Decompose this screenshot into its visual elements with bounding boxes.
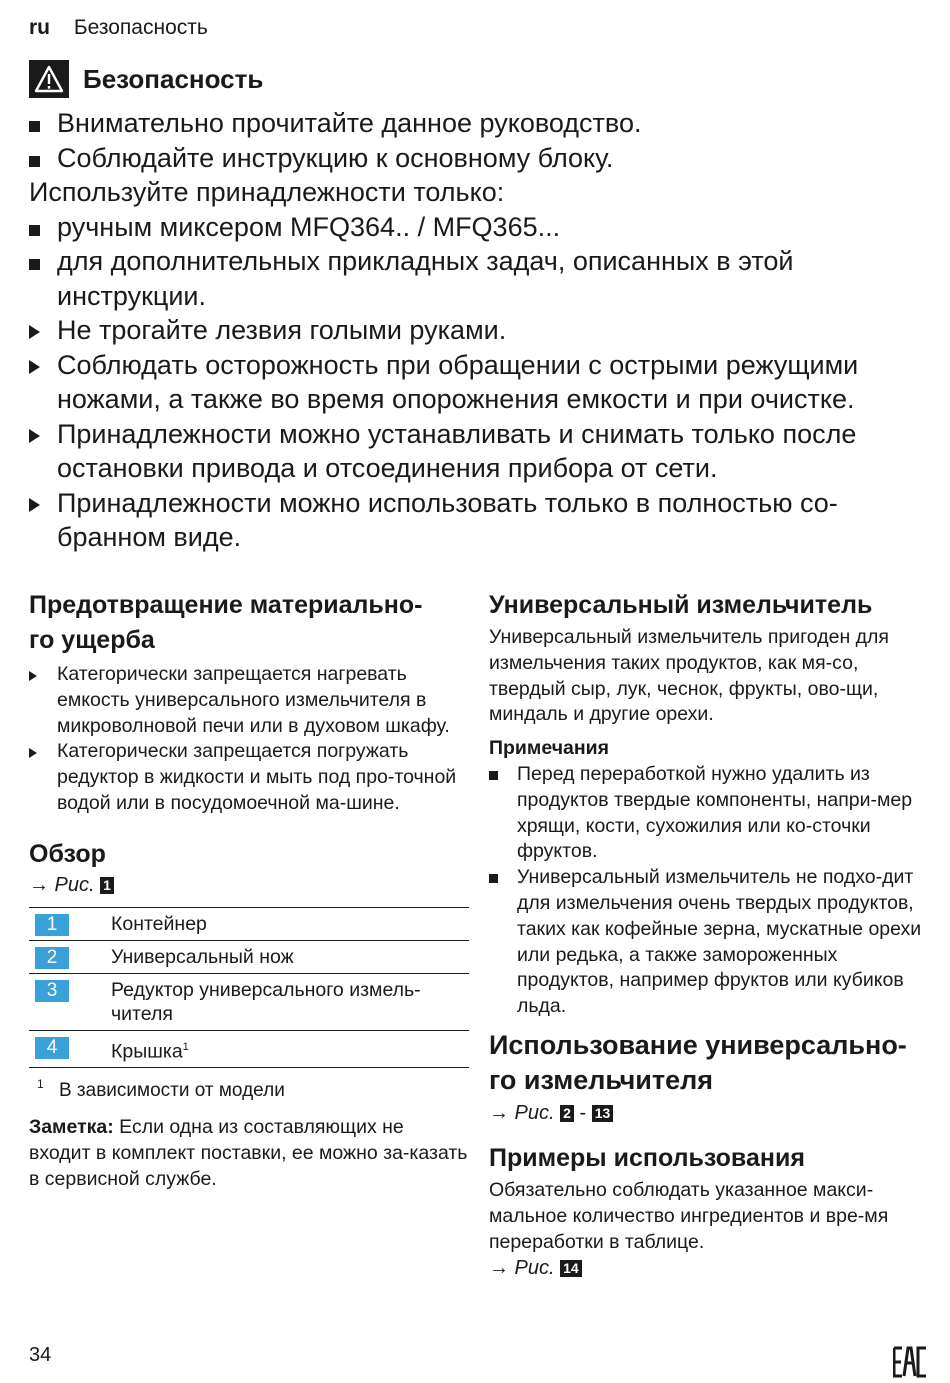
safety-item: Соблюдайте инструкцию к основному блоку. (29, 141, 919, 176)
examples-title: Примеры использования (489, 1143, 805, 1172)
notes-title: Примечания (489, 737, 610, 760)
chopper-title: Универсальный измельчитель (489, 591, 873, 619)
bullet-arrow-icon (29, 429, 40, 443)
bullet-square-icon (489, 771, 498, 780)
bullet-arrow-icon (29, 325, 40, 339)
parts-row (29, 973, 469, 1030)
warning-triangle-icon (29, 60, 69, 98)
examples-text: Обязательно соблюдать указанное макси-мальное количество ингредиентов и вре-мя переработки в таблице. (489, 1178, 889, 1253)
part-name: Универсальный нож (111, 945, 294, 968)
figure-badge: 14 (560, 1260, 582, 1277)
damage-item: Категорически запрещается погружать редуктор в жидкости и мыть под про-точной водой или в посудомоечной ма-шине. (29, 739, 469, 816)
footnote-ref: 1 (182, 1040, 189, 1053)
part-name: Редуктор универсального измель-чителя (111, 978, 421, 1025)
bullet-square-icon (29, 225, 40, 236)
note (29, 1115, 469, 1192)
page-number: 34 (29, 1344, 52, 1366)
bullet-square-icon (29, 259, 40, 270)
bullet-arrow-icon (29, 748, 37, 758)
parts-table (29, 907, 469, 1069)
safety-item: для дополнительных прикладных задач, описанных в этой инструкции. (29, 244, 919, 313)
safety-item: Не трогайте лезвия голыми руками. (29, 313, 919, 348)
parts-row (29, 940, 469, 973)
safety-title: Безопасность (83, 63, 264, 94)
damage-title: Предотвращение материально- го ущерба (29, 591, 423, 654)
note-item: Перед переработкой нужно удалить из продуктов твердые компоненты, напри-мер хрящи, кости, сухожилия или ко-сточки фруктов. (489, 762, 929, 865)
bullet-arrow-icon (29, 360, 40, 374)
safety-item: Используйте принадлежности только: (29, 177, 505, 207)
usage-figure-ref: → Рис. 2 - 13 (489, 1102, 929, 1125)
safety-list (29, 106, 919, 555)
page-header (29, 16, 208, 40)
overview-title: Обзор (29, 839, 106, 868)
language-code: ru (29, 16, 50, 39)
examples-figure-ref: → Рис. 14 (489, 1257, 929, 1280)
right-column (489, 588, 929, 1280)
safety-item: Принадлежности можно устанавливать и снимать только после остановки привода и отсоединения прибора от сети. (29, 417, 919, 486)
bullet-square-icon (489, 874, 498, 883)
safety-item: Принадлежности можно использовать только в полностью со-бранном виде. (29, 486, 919, 555)
note-label: Заметка: (29, 1116, 114, 1139)
part-number: 4 (35, 1037, 69, 1059)
eac-mark-icon (893, 1346, 927, 1383)
left-column (29, 588, 469, 1193)
figure-badge: 13 (592, 1105, 614, 1122)
footnote: $^1$ В зависимости от модели (37, 1077, 285, 1101)
note-text: Если одна из составляющих не входит в комплект поставки, ее можно за-казать в сервисной службе. (29, 1116, 468, 1190)
bullet-square-icon (29, 156, 40, 167)
figure-badge: 2 (560, 1105, 574, 1122)
parts-row (29, 907, 469, 940)
figure-badge: 1 (100, 877, 114, 894)
part-name: Контейнер (111, 912, 207, 935)
safety-heading (29, 60, 263, 98)
note-item: Универсальный измельчитель не подхо-дит для измельчения очень твердых продуктов, таких как кофейные зерна, мускатные орехи или редька, а также замороженных продуктов, например фруктов или кубиков льда. (489, 865, 929, 1020)
notes-list (489, 762, 929, 1020)
usage-title: Использование универсально- го измельчителя (489, 1029, 907, 1095)
bullet-arrow-icon (29, 671, 37, 681)
bullet-arrow-icon (29, 498, 40, 512)
damage-item: Категорически запрещается нагревать емкость универсального измельчителя в микроволновой печи или в духовом шкафу. (29, 662, 469, 739)
bullet-square-icon (29, 121, 40, 132)
part-number: 1 (35, 914, 69, 936)
safety-item: Внимательно прочитайте данное руководство. (29, 106, 919, 141)
damage-list (29, 662, 469, 817)
part-number: 2 (35, 947, 69, 969)
part-name: Крышка (111, 1040, 183, 1063)
chopper-text: Универсальный измельчитель пригоден для измельчения таких продуктов, как мя-со, твердый сыр, лук, чеснок, фрукты, ово-щи, миндаль и другие орехи. (489, 626, 889, 726)
safety-item: Соблюдать осторожность при обращении с острыми режущими ножами, а также во время опорожнения емкости и при очистке. (29, 348, 919, 417)
safety-item: ручным миксером MFQ364.. / MFQ365... (29, 210, 919, 245)
overview-figure-ref: → Рис. 1 (29, 874, 469, 897)
parts-row (29, 1030, 469, 1068)
header-section: Безопасность (73, 16, 208, 39)
part-number: 3 (35, 980, 69, 1002)
